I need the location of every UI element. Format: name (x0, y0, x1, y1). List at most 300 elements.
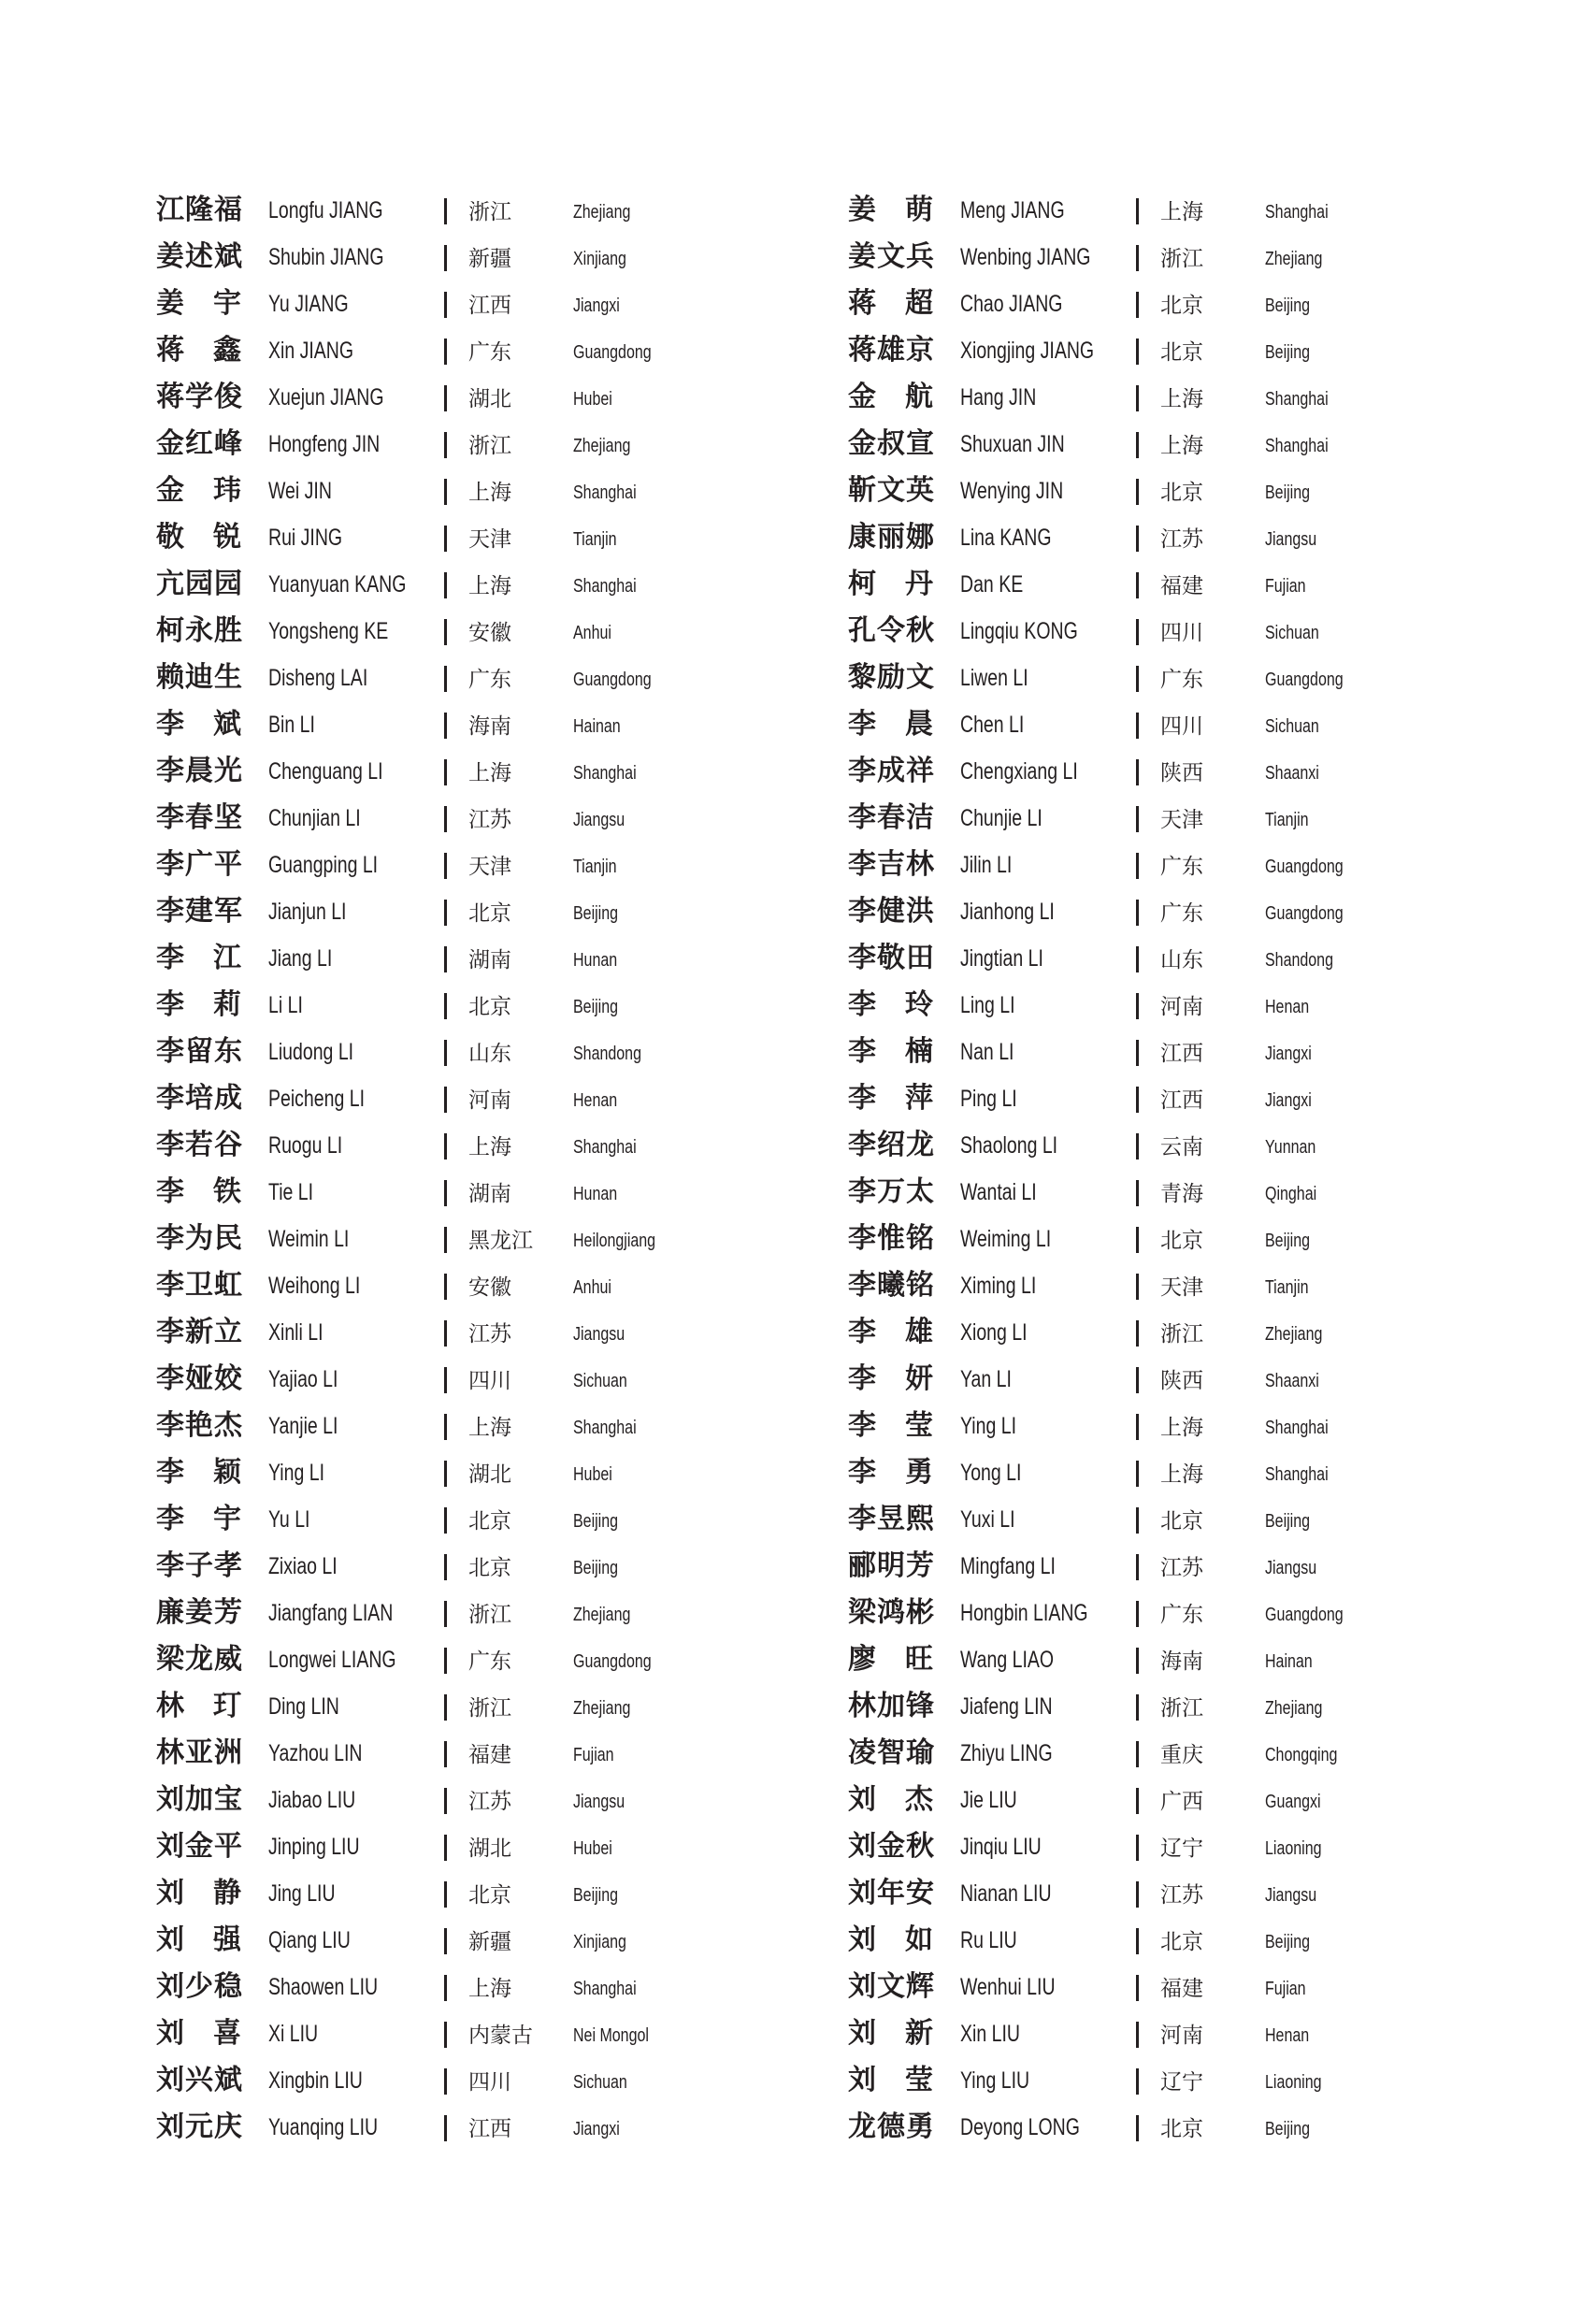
separator-bar (1136, 1180, 1139, 1206)
separator-bar (1136, 666, 1139, 692)
english-name: Ding LIN (268, 1693, 339, 1720)
separator-bar (1136, 619, 1139, 645)
province-chinese: 上海 (468, 1135, 511, 1160)
province-english: Beijing (1265, 1231, 1311, 1251)
chinese-name: 李惟铭 (848, 1222, 935, 1255)
province-chinese: 浙江 (468, 1603, 511, 1627)
english-name: Xin JIANG (268, 338, 354, 364)
english-name: Yazhou LIN (268, 1740, 363, 1766)
separator-bar (444, 619, 447, 645)
chinese-name: 李 斌 (156, 708, 242, 741)
list-item (848, 1543, 1559, 1590)
separator-bar (444, 1461, 447, 1487)
province-english: Shanghai (1265, 436, 1329, 456)
separator-bar (1136, 479, 1139, 505)
english-name: Hongfeng JIN (268, 431, 381, 457)
province-english: Guangdong (1265, 903, 1344, 924)
chinese-name: 姜文兵 (848, 240, 935, 273)
separator-bar (444, 1788, 447, 1814)
separator-bar (444, 338, 447, 365)
english-name: Ying LI (960, 1413, 1016, 1439)
province-english: Xinjiang (573, 249, 626, 269)
separator-bar (444, 292, 447, 318)
chinese-name: 敬 锐 (156, 521, 242, 554)
list-item (156, 187, 867, 234)
chinese-name: 康丽娜 (848, 521, 935, 554)
list-item (156, 982, 867, 1029)
chinese-name: 李绍龙 (848, 1129, 935, 1161)
list-item (848, 1823, 1559, 1870)
separator-bar (1136, 245, 1139, 271)
province-english: Beijing (573, 997, 619, 1017)
province-english: Zhejiang (1265, 249, 1323, 269)
province-chinese: 天津 (468, 527, 511, 552)
english-name: Weimin LI (268, 1226, 350, 1252)
separator-bar (1136, 292, 1139, 318)
chinese-name: 蒋 超 (848, 287, 934, 320)
separator-bar (444, 1928, 447, 1954)
chinese-name: 赖迪生 (156, 661, 243, 694)
chinese-name: 蒋 鑫 (156, 334, 242, 367)
province-chinese: 上海 (468, 761, 511, 785)
english-name: Yongsheng KE (268, 618, 389, 644)
chinese-name: 李成祥 (848, 755, 935, 787)
province-chinese: 江西 (468, 294, 511, 318)
chinese-name: 李娅姣 (156, 1362, 243, 1395)
province-chinese: 江苏 (468, 1322, 511, 1347)
separator-bar (1136, 993, 1139, 1019)
chinese-name: 李昱熙 (848, 1503, 935, 1535)
english-name: Hongbin LIANG (960, 1600, 1088, 1626)
list-item (848, 1029, 1559, 1075)
separator-bar (1136, 1835, 1139, 1861)
english-name: Jinping LIU (268, 1834, 360, 1860)
list-item (848, 1683, 1559, 1730)
english-name: Chunjie LI (960, 805, 1042, 831)
english-name: Ying LIU (960, 2067, 1030, 2094)
province-chinese: 广东 (1160, 668, 1203, 692)
english-name: Ping LI (960, 1086, 1017, 1112)
separator-bar (1136, 946, 1139, 972)
separator-bar (444, 526, 447, 552)
province-chinese: 江西 (468, 2117, 511, 2141)
list-item (848, 1777, 1559, 1823)
province-english: Shanghai (573, 1418, 637, 1438)
english-name: Yuanqing LIU (268, 2114, 379, 2140)
separator-bar (444, 759, 447, 785)
list-item (848, 281, 1559, 327)
province-chinese: 广东 (468, 668, 511, 692)
chinese-name: 郦明芳 (848, 1549, 935, 1582)
province-chinese: 新疆 (468, 247, 511, 271)
english-name: Chengxiang LI (960, 758, 1078, 785)
province-chinese: 北京 (468, 1556, 511, 1580)
separator-bar (1136, 2068, 1139, 2095)
separator-bar (444, 1835, 447, 1861)
list-item (156, 2010, 867, 2057)
chinese-name: 金红峰 (156, 427, 243, 460)
province-english: Jiangsu (573, 1792, 625, 1812)
list-item (156, 935, 867, 982)
list-item (848, 561, 1559, 608)
province-chinese: 北京 (1160, 2117, 1203, 2141)
separator-bar (1136, 338, 1139, 365)
list-item (156, 1590, 867, 1636)
list-item (156, 1029, 867, 1075)
province-english: Hunan (573, 1184, 618, 1204)
chinese-name: 李万太 (848, 1175, 935, 1208)
province-english: Guangdong (573, 670, 652, 690)
separator-bar (1136, 385, 1139, 411)
separator-bar (1136, 1274, 1139, 1300)
province-chinese: 四川 (1160, 621, 1203, 645)
province-english: Henan (1265, 997, 1310, 1017)
province-chinese: 浙江 (468, 1696, 511, 1721)
separator-bar (444, 1881, 447, 1908)
list-item (156, 374, 867, 421)
separator-bar (444, 1087, 447, 1113)
separator-bar (444, 1227, 447, 1253)
english-name: Wenying JIN (960, 478, 1064, 504)
separator-bar (444, 1274, 447, 1300)
chinese-name: 刘加宝 (156, 1783, 243, 1816)
province-english: Jiangxi (573, 2119, 620, 2139)
separator-bar (1136, 1554, 1139, 1580)
chinese-name: 李 玲 (848, 988, 934, 1021)
english-name: Wenhui LIU (960, 1974, 1056, 2000)
province-english: Beijing (1265, 1511, 1311, 1532)
province-chinese: 广西 (1160, 1790, 1203, 1814)
list-item (848, 1169, 1559, 1216)
separator-bar (444, 806, 447, 832)
english-name: Ying LI (268, 1460, 324, 1486)
chinese-name: 蒋学俊 (156, 381, 243, 413)
separator-bar (1136, 572, 1139, 598)
province-chinese: 安徽 (468, 621, 511, 645)
province-chinese: 新疆 (468, 1930, 511, 1954)
list-item (848, 1216, 1559, 1262)
english-name: Ling LI (960, 992, 1015, 1018)
list-item (848, 514, 1559, 561)
province-english: Shaanxi (1265, 1371, 1319, 1391)
list-item (848, 2057, 1559, 2104)
province-chinese: 福建 (1160, 1977, 1203, 2001)
english-name: Jingtian LI (960, 945, 1043, 972)
list-item (156, 1262, 867, 1309)
province-english: Shanghai (1265, 202, 1329, 223)
english-name: Hang JIN (960, 384, 1037, 411)
list-item (156, 1636, 867, 1683)
chinese-name: 李 萍 (848, 1082, 934, 1115)
province-chinese: 山东 (1160, 948, 1203, 972)
english-name: Ruogu LI (268, 1132, 343, 1159)
english-name: Nianan LIU (960, 1880, 1052, 1907)
chinese-name: 廉姜芳 (156, 1596, 243, 1629)
chinese-name: 刘 静 (156, 1877, 242, 1909)
province-english: Zhejiang (1265, 1324, 1323, 1345)
english-name: Jianjun LI (268, 899, 347, 925)
province-english: Tianjin (573, 857, 617, 877)
chinese-name: 姜 宇 (156, 287, 242, 320)
separator-bar (1136, 1414, 1139, 1440)
separator-bar (1136, 1881, 1139, 1908)
province-chinese: 浙江 (468, 200, 511, 224)
separator-bar (444, 1133, 447, 1160)
province-chinese: 天津 (468, 855, 511, 879)
english-name: Xiong LI (960, 1319, 1028, 1346)
province-english: Guangdong (573, 342, 652, 363)
english-name: Dan KE (960, 571, 1024, 598)
province-chinese: 湖北 (468, 387, 511, 411)
english-name: Xingbin LIU (268, 2067, 363, 2094)
list-item (848, 234, 1559, 281)
province-english: Guangdong (573, 1651, 652, 1672)
separator-bar (444, 385, 447, 411)
province-chinese: 上海 (1160, 200, 1203, 224)
province-english: Fujian (1265, 576, 1306, 597)
province-english: Beijing (573, 1885, 619, 1906)
province-english: Anhui (573, 623, 611, 643)
province-chinese: 天津 (1160, 1275, 1203, 1300)
separator-bar (444, 666, 447, 692)
province-chinese: 河南 (468, 1088, 511, 1113)
chinese-name: 梁鸿彬 (848, 1596, 935, 1629)
english-name: Shuxuan JIN (960, 431, 1065, 457)
province-chinese: 上海 (1160, 1462, 1203, 1487)
separator-bar (1136, 1928, 1139, 1954)
list-item (156, 1823, 867, 1870)
province-english: Jiangsu (1265, 1558, 1317, 1578)
chinese-name: 刘元庆 (156, 2110, 243, 2143)
chinese-name: 刘年安 (848, 1877, 935, 1909)
province-chinese: 云南 (1160, 1135, 1203, 1160)
province-chinese: 北京 (1160, 1930, 1203, 1954)
list-item (848, 1964, 1559, 2010)
separator-bar (1136, 1461, 1139, 1487)
list-item (848, 1262, 1559, 1309)
chinese-name: 李健洪 (848, 895, 935, 928)
chinese-name: 金 航 (848, 381, 934, 413)
list-item (848, 1590, 1559, 1636)
chinese-name: 李卫虹 (156, 1269, 243, 1302)
province-english: Hunan (573, 950, 618, 971)
list-item (156, 1683, 867, 1730)
chinese-name: 靳文英 (848, 474, 935, 507)
list-item (848, 982, 1559, 1029)
chinese-name: 刘 强 (156, 1923, 242, 1956)
province-english: Jiangsu (1265, 1885, 1317, 1906)
english-name: Jie LIU (960, 1787, 1017, 1813)
english-name: Wang LIAO (960, 1647, 1055, 1673)
province-chinese: 上海 (1160, 434, 1203, 458)
english-name: Yu LI (268, 1506, 310, 1533)
english-name: Shubin JIANG (268, 244, 384, 270)
separator-bar (1136, 1040, 1139, 1066)
chinese-name: 李子孝 (156, 1549, 243, 1582)
chinese-name: 李 宇 (156, 1503, 242, 1535)
separator-bar (444, 572, 447, 598)
list-item (156, 748, 867, 795)
english-name: Yan LI (960, 1366, 1012, 1392)
separator-bar (1136, 1320, 1139, 1347)
english-name: Liudong LI (268, 1039, 354, 1065)
english-name: Wei JIN (268, 478, 332, 504)
chinese-name: 李春洁 (848, 801, 935, 834)
separator-bar (444, 432, 447, 458)
province-english: Beijing (1265, 483, 1311, 503)
list-item (156, 1356, 867, 1403)
province-english: Shanghai (573, 763, 637, 784)
province-english: Heilongjiang (573, 1231, 656, 1251)
list-item (156, 561, 867, 608)
list-item (848, 1870, 1559, 1917)
list-item (156, 234, 867, 281)
list-item (156, 1122, 867, 1169)
chinese-name: 李培成 (156, 1082, 243, 1115)
list-item (848, 748, 1559, 795)
chinese-name: 李 勇 (848, 1456, 934, 1489)
chinese-name: 亢园园 (156, 568, 243, 600)
separator-bar (444, 2068, 447, 2095)
english-name: Tie LI (268, 1179, 314, 1205)
province-chinese: 江苏 (1160, 1556, 1203, 1580)
province-english: Jiangsu (1265, 529, 1317, 550)
chinese-name: 黎励文 (848, 661, 935, 694)
english-name: Jilin LI (960, 852, 1013, 878)
province-english: Shanghai (573, 1979, 637, 1999)
province-english: Beijing (573, 1511, 619, 1532)
chinese-name: 李 莉 (156, 988, 242, 1021)
separator-bar (1136, 1087, 1139, 1113)
province-english: Zhejiang (573, 1698, 631, 1719)
list-item (848, 374, 1559, 421)
separator-bar (1136, 1741, 1139, 1767)
province-english: Sichuan (1265, 716, 1319, 737)
province-english: Guangxi (1265, 1792, 1321, 1812)
english-name: Nan LI (960, 1039, 1014, 1065)
list-item (156, 701, 867, 748)
province-chinese: 重庆 (1160, 1743, 1203, 1767)
list-item (156, 2057, 867, 2104)
english-name: Chunjian LI (268, 805, 361, 831)
separator-bar (444, 198, 447, 224)
list-item (156, 1075, 867, 1122)
chinese-name: 林亚洲 (156, 1736, 243, 1769)
province-english: Zhejiang (573, 202, 631, 223)
province-chinese: 江西 (1160, 1088, 1203, 1113)
list-item (848, 1636, 1559, 1683)
separator-bar (444, 946, 447, 972)
province-chinese: 福建 (468, 1743, 511, 1767)
province-english: Fujian (1265, 1979, 1306, 1999)
chinese-name: 李艳杰 (156, 1409, 243, 1442)
list-item (848, 608, 1559, 655)
separator-bar (1136, 526, 1139, 552)
province-chinese: 陕西 (1160, 1369, 1203, 1393)
province-english: Jiangxi (573, 295, 620, 316)
right-column (848, 187, 1559, 2151)
list-item (156, 2104, 867, 2151)
chinese-name: 林加锋 (848, 1690, 935, 1722)
province-chinese: 辽宁 (1160, 1836, 1203, 1861)
province-english: Shaanxi (1265, 763, 1319, 784)
english-name: Li LI (268, 992, 303, 1018)
english-name: Zixiao LI (268, 1553, 338, 1579)
list-item (848, 1309, 1559, 1356)
province-chinese: 浙江 (468, 434, 511, 458)
chinese-name: 刘 新 (848, 2017, 934, 2050)
province-chinese: 北京 (1160, 340, 1203, 365)
province-chinese: 福建 (1160, 574, 1203, 598)
province-chinese: 四川 (468, 1369, 511, 1393)
province-chinese: 湖南 (468, 1182, 511, 1206)
chinese-name: 李广平 (156, 848, 243, 881)
list-item (156, 1543, 867, 1590)
chinese-name: 李 颖 (156, 1456, 242, 1489)
separator-bar (444, 1741, 447, 1767)
province-chinese: 广东 (1160, 1603, 1203, 1627)
list-item (848, 701, 1559, 748)
province-chinese: 上海 (468, 1416, 511, 1440)
list-item (156, 888, 867, 935)
province-chinese: 海南 (1160, 1649, 1203, 1674)
separator-bar (444, 1040, 447, 1066)
province-english: Yunnan (1265, 1137, 1316, 1158)
separator-bar (444, 1601, 447, 1627)
province-chinese: 江西 (1160, 1042, 1203, 1066)
list-item (156, 514, 867, 561)
separator-bar (1136, 432, 1139, 458)
separator-bar (444, 1180, 447, 1206)
separator-bar (444, 853, 447, 879)
list-item (156, 655, 867, 701)
chinese-name: 姜述斌 (156, 240, 243, 273)
english-name: Shaolong LI (960, 1132, 1058, 1159)
chinese-name: 刘 莹 (848, 2064, 934, 2096)
province-english: Beijing (1265, 342, 1311, 363)
province-english: Guangdong (1265, 1605, 1344, 1625)
chinese-name: 李吉林 (848, 848, 935, 881)
chinese-name: 龙德勇 (848, 2110, 935, 2143)
separator-bar (444, 1367, 447, 1393)
separator-bar (1136, 1133, 1139, 1160)
list-item (848, 1356, 1559, 1403)
english-name: Bin LI (268, 712, 315, 738)
chinese-name: 刘兴斌 (156, 2064, 243, 2096)
chinese-name: 刘文辉 (848, 1970, 935, 2003)
province-chinese: 天津 (1160, 808, 1203, 832)
province-english: Sichuan (573, 1371, 627, 1391)
province-chinese: 辽宁 (1160, 2070, 1203, 2095)
province-english: Hubei (573, 1464, 612, 1485)
chinese-name: 李 楠 (848, 1035, 934, 1068)
list-item (848, 655, 1559, 701)
province-chinese: 浙江 (1160, 247, 1203, 271)
province-chinese: 江苏 (468, 808, 511, 832)
list-item (848, 1730, 1559, 1777)
province-english: Shanghai (1265, 1418, 1329, 1438)
province-english: Zhejiang (573, 1605, 631, 1625)
english-name: Yanjie LI (268, 1413, 338, 1439)
province-chinese: 江苏 (468, 1790, 511, 1814)
province-chinese: 广东 (468, 1649, 511, 1674)
list-item (848, 888, 1559, 935)
english-name: Xin LIU (960, 2021, 1020, 2047)
english-name: Yajiao LI (268, 1366, 338, 1392)
separator-bar (444, 1414, 447, 1440)
separator-bar (1136, 853, 1139, 879)
province-english: Beijing (573, 903, 619, 924)
